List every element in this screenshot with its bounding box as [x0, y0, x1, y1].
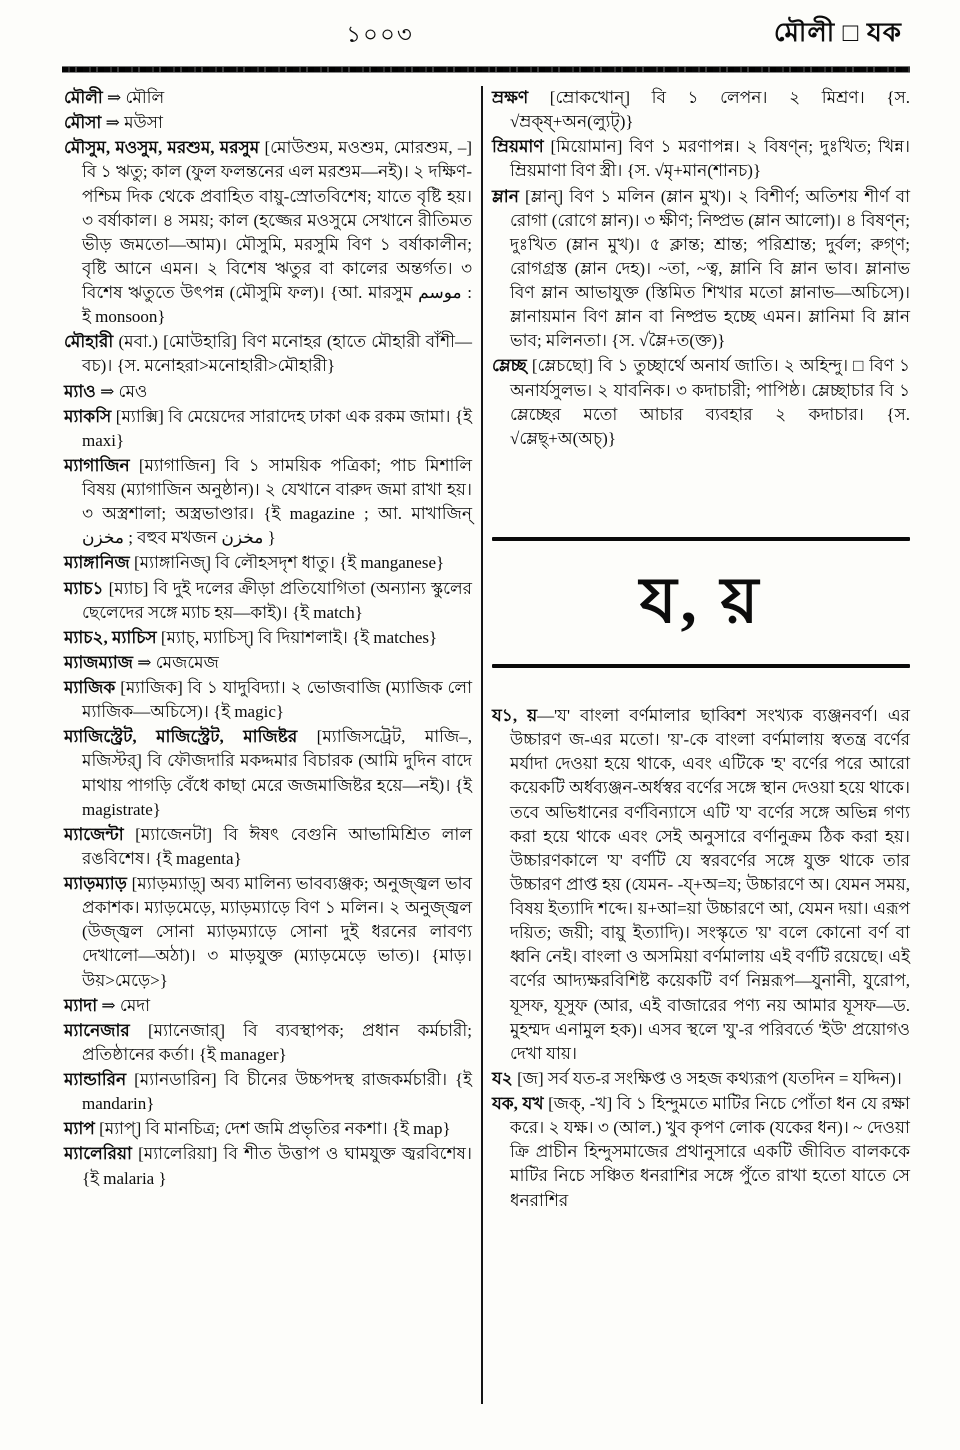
table-row — [492, 185, 910, 354]
table-row — [492, 354, 910, 451]
table-row — [64, 994, 472, 1018]
entry-body: [ম্যানডারিন] বি চীনের উচ্চপদস্থ রাজকর্মচারী। {ই mandarin} — [82, 1070, 473, 1114]
headword: য১, য় — [492, 706, 538, 726]
headword: ম্যালেরিয়া — [64, 1144, 132, 1164]
entry-body: [ম্যাঙ্গানিজ্] বি লৌহসদৃশ ধাতু। {ই manganese} — [133, 553, 445, 573]
entry-body: ⇒ মউসা — [105, 113, 163, 133]
headword: ম্যাজেন্টা — [64, 824, 124, 844]
entry-body: ⇒ মেজমেজ — [137, 652, 219, 672]
table-row — [64, 405, 472, 453]
headword: ম্লেচ্ছ — [492, 356, 527, 376]
table-row — [64, 380, 472, 404]
entry-body: [ম্লেচছো] বি ১ তুচ্ছার্থে অনার্য জাতি। ২ অহিন্দু। □ বিণ ১ অনার্যসুলভ। ২ যাবনিক। ৩ কদাচারী; পাপিষ্ঠ। ম্লেচ্ছাচার বি ১ ম্লেচ্ছের মতো আচার ব্যবহার ২ কদাচার। {স. √ম্লেছ্+অ(অচ্)} — [510, 356, 910, 448]
headword: ম্যাকসি — [64, 406, 112, 426]
entry-body: [ম্যাচ্, ম্যাচিস্] বি দিয়াশলাই। {ই matches} — [160, 627, 438, 647]
headword: ম্যানেজার — [64, 1020, 130, 1040]
table-row — [64, 823, 472, 871]
two-column-body — [64, 86, 910, 1434]
entry-body: [জক্, -খ] বি ১ হিন্দুমতে মাটির নিচে পোঁতা ধন যে রক্ষা করে। ২ যক্ষ। ৩ (আল.) খুব কৃপণ লোক (যকের ধন)। ~ দেওয়া ক্রি প্রাচীন হিন্দুসমাজের প্রথানুসারে একটি জীবিত বালককে মাটির নিচে সঞ্চিত ধনরাশির সঙ্গে পুঁতে রাখা হতো যাতে সে ধনরাশির — [510, 1094, 910, 1210]
table-row — [64, 1117, 472, 1141]
entry-body: [ম্রোকখোন্] বি ১ লেপন। ২ মিশ্রণ। {স. √ম্রক্ষ্+অন(ল্যুট্)} — [510, 88, 910, 132]
entry-body: [ম্যাজিক] বি ১ যাদুবিদ্যা। ২ ভোজবাজি (ম্যাজিক লো ম্যাজিক—অচিসে)। {ই magic} — [82, 678, 473, 722]
table-row — [64, 111, 472, 135]
table-row — [64, 872, 472, 993]
entry-body: [ম্যালেরিয়া] বি শীত উত্তাপ ও ঘামযুক্ত জ্বরবিশেষ। {ই malaria } — [82, 1144, 472, 1188]
entry-body: [ম্যাপ্] বি মানচিত্র; দেশ জমি প্রভৃতির নকশা। {ই map} — [99, 1119, 451, 1139]
entry-body: [ম্যানেজার্] বি ব্যবস্থাপক; প্রধান কর্মচারী; প্রতিষ্ঠানের কর্তা। {ই manager} — [82, 1020, 472, 1064]
table-row — [64, 626, 472, 650]
headword: ম্রক্ষণ — [492, 88, 529, 107]
headword: ম্যান্ডারিন — [64, 1070, 127, 1089]
table-row — [64, 1068, 472, 1116]
headword: ম্রিয়মাণ — [492, 137, 544, 157]
table-row — [492, 704, 910, 1066]
entry-body: [ম্যাজেনটা] বি ঈষৎ বেগুনি আভামিশ্রিত লাল রঙবিশেষ। {ই magenta} — [82, 824, 472, 868]
table-row — [64, 725, 472, 822]
headword: মৌসা — [64, 113, 102, 133]
headword: ম্যাদা — [64, 995, 98, 1015]
header-guide-words: মৌলী □ যক — [773, 18, 902, 47]
entry-body: (মবা.) [মোউহারি] বিণ মনোহর (হাতে মৌহারী বাঁশী—বচ)। {স. মনোহরা>মনোহারী>মৌহারী} — [82, 332, 473, 376]
entry-body: [ম্যাচ] বি দুই দলের ক্রীড়া প্রতিযোগিতা (অন্যান্য স্কুলের ছেলেদের সঙ্গে ম্যাচ হয়—কাই)। {ই match} — [82, 578, 473, 622]
headword: য২ — [492, 1068, 513, 1088]
headword: ম্যাজিস্ট্রেট, মাজিস্ট্রেট, মাজিষ্টর — [64, 727, 298, 747]
entry-body: [ম্যাক্সি] বি মেয়েদের সারাদেহ ঢাকা এক রকম জামা। {ই maxi} — [82, 406, 472, 450]
table-row — [492, 135, 910, 183]
headword: ম্যাপ — [64, 1119, 95, 1139]
column-divider-rule — [481, 86, 483, 1404]
headword: ম্যাচ২, ম্যাচিস — [64, 627, 157, 647]
table-row — [492, 1067, 910, 1091]
headword: ম্যাড়ম্যাড় — [64, 874, 127, 893]
table-row — [492, 1092, 910, 1213]
header-rule — [62, 66, 910, 73]
headword: ম্লান — [492, 186, 519, 206]
entry-body: [জ] সর্ব যত-র সংক্ষিপ্ত ও সহজ কথ্যরূপ (যতদিন = যদ্দিন)। — [517, 1068, 902, 1088]
headword: মৌসুম, মওসুম, মরশুম, মরসুম — [64, 138, 260, 158]
table-row — [64, 551, 472, 575]
section-letter-heading: য, য় — [639, 564, 763, 636]
page-number: ১০০৩ — [346, 22, 414, 47]
table-row — [64, 1019, 472, 1067]
left-column — [64, 86, 472, 1434]
entry-body: —'য' বাংলা বর্ণমালার ছাব্বিশ সংখ্যক ব্যঞ্জনবর্ণ। এর উচ্চারণ জ-এর মতো। 'য়'-কে বাংলা বর্ণমালায় স্বতন্ত্র বর্ণের মর্যাদা দেওয়া হয়ে থাকে, এবং এটিকে 'হ' বর্ণের পরে আরো কয়েকটি অর্ধব্যঞ্জন-অর্ধস্বর বর্ণের সঙ্গে স্থান দেওয়া হয়ে থাকে। তবে অভিধানের বর্ণবিন্যাসে এটি 'য' বর্ণের সঙ্গে অভিন্ন গণ্য করা হয়ে থাকে এবং সেই অনুসারে বর্ণানুক্রম ঠিক করা হয়। উচ্চারণকালে 'য' বর্ণটি যে স্বরবর্ণের সঙ্গে যুক্ত থাকে তার উচ্চারণ প্রাপ্ত হয় (যেমন- -য্+অ=য; উচ্চারণে অ। যেমন সময়, বিষয় ইত্যাদি শব্দে। য়+আ=য়া উচ্চারণে আ, যেমন দয়া। এরূপ দয়িত; জয়ী; বায়ু ইত্যাদি)। সংস্কৃতে 'য়' বলে কোনো বর্ণ বা ধ্বনি নেই। বাংলা ও অসমিয়া বর্ণমালায় এই বর্ণটি রয়েছে। এই বর্ণের আদ্যক্ষরবিশিষ্ট কয়েকটি বর্ণ নিম্নরূপ—যুনানী, যুরোপ, যূসফ, যূসুফ (আর, এই বাজারের পণ্য নয় আমার যূসফ—ড. মুহম্মদ এনামুল হক)। এসব স্থলে 'যু'-র পরিবর্তে 'ইউ' প্রয়োগও দেখা যায়। — [510, 706, 911, 1063]
entry-body: [ম্যাগাজিন] বি ১ সাময়িক পত্রিকা; পাচ মিশালি বিষয় (ম্যাগাজিন অনুষ্ঠান)। ২ যেখানে বারুদ জমা রাখা হয়। ৩ অস্ত্রশালা; অস্ত্রভাণ্ডার। {ই magazine ; আ. মাখাজিন্ مخزن ; বহুব মখজন مخزن } — [82, 455, 472, 548]
table-row — [64, 136, 472, 329]
headword: ম্যাগাজিন — [64, 455, 130, 475]
entry-body: ⇒ মেও — [100, 381, 148, 401]
table-row — [64, 651, 472, 675]
headword: ম্যাও — [64, 381, 96, 401]
section-rule-bottom — [492, 664, 910, 668]
entry-body: [মোউশুম, মওশুম, মোরশুম, –] বি ১ ঋতু; কাল (ফুল ফলন্তনের এল মরশুম—নই)। ২ দক্ষিণ-পশ্চিম দিক থেকে প্রবাহিত বায়ু-স্রোতবিশেষ; যাতে বৃষ্টি হয়। ৩ বর্ষাকাল। ৪ সময়; কাল (হজ্জের মওসুমে সেখানে রীতিমত ভীড় জমতো—আম)। মৌসুমি, মরসুমি বিণ ১ বর্ষাকালীন; বৃষ্টি আনে এমন। ২ বিশেষ ঋতুর বা কালের অন্তর্গত। ৩ বিশেষ ঋতুতে উৎপন্ন (মৌসুমি ফল)। {আ. মারসুম موسم : ই monsoon} — [82, 138, 473, 327]
table-row — [64, 330, 472, 378]
table-row — [64, 86, 472, 110]
entry-body: ⇒ মৌলি — [106, 88, 165, 107]
table-row — [64, 577, 472, 625]
table-row — [64, 1142, 472, 1190]
table-row — [64, 454, 472, 551]
headword: ম্যাজিক — [64, 678, 116, 697]
headword: মৌহারী — [64, 332, 114, 352]
entry-body: [ম্লান্] বিণ ১ মলিন (ম্লান মুখ)। ২ বিশীর্ণ; অতিশয় শীর্ণ বা রোগা (রোগে ম্লান)। ৩ ক্ষীণ; নিষ্প্রভ (ম্লান আলো)। ৪ বিষণ্ন; দুঃখিত (ম্লান মুখ)। ৫ ক্লান্ত; শ্রান্ত; পরিশ্রান্ত; দুর্বল; রুগ্ণ; রোগগ্রস্ত (ম্লান দেহ)। ~তা, ~ত্ব, ম্লানি বি ম্লান ভাব। ম্লানাভ বিণ ম্লান আভাযুক্ত (স্তিমিত শিখার মতো ম্লানাভ—অচিসে)। ম্লানায়মান বিণ ম্লান বা নিষ্প্রভ হচ্ছে এমন। ম্লানিমা বি ম্লান ভাব; মলিনতা। {স. √ম্লৈ+ত(ক্ত)} — [510, 186, 911, 351]
headword: ম্যাজম্যাজ — [64, 652, 134, 672]
entry-body: ⇒ মেদা — [101, 995, 151, 1015]
table-row — [64, 676, 472, 724]
entry-body: [মিয়োমান] বিণ ১ মরণাপন্ন। ২ বিষণ্ন; দুঃখিত; খিন্ন। ম্রিয়মাণা বিণ স্ত্রী। {স. √মৃ+মান(শানচ)} — [510, 137, 910, 181]
headword: ম্যাচ১ — [64, 578, 104, 598]
entry-body: [ম্যাজিসট্রেট, মাজি–, মজিস্টর্] বি ফৌজদারি মকদ্দমার বিচারক (আমি দুদিন বাদে মাথায় পাগড়ি বেঁধে কাছা মেরে জজমাজিষ্টর হয়ে—নই)। {ই magistrate} — [82, 727, 473, 819]
headword: যক, যখ — [492, 1094, 544, 1114]
table-row — [492, 86, 910, 134]
right-column — [492, 86, 910, 1434]
headword: ম্যাঙ্গানিজ — [64, 553, 130, 573]
entry-body: [ম্যাড়ম্যাড়্] অব্য মালিন্য ভাবব্যঞ্জক; অনুজ্জ্বল ভাব প্রকাশক। ম্যাড়মেড়ে, ম্যাড়ম্যাড়ে বিণ ১ মলিন। ২ অনুজ্জ্বল (উজ্জ্বল সোনা ম্যাড়ম্যাড়ে সোনা দুই ধরনের লাবণ্য দেখালো—অঠা)। ৩ মাড়যুক্ত (ম্যাড়মেড়ে ভাত)। {মাড়। উয়>মেড়ে>} — [82, 874, 473, 990]
letter-section-divider — [492, 537, 910, 668]
headword: মৌলী — [64, 88, 103, 107]
